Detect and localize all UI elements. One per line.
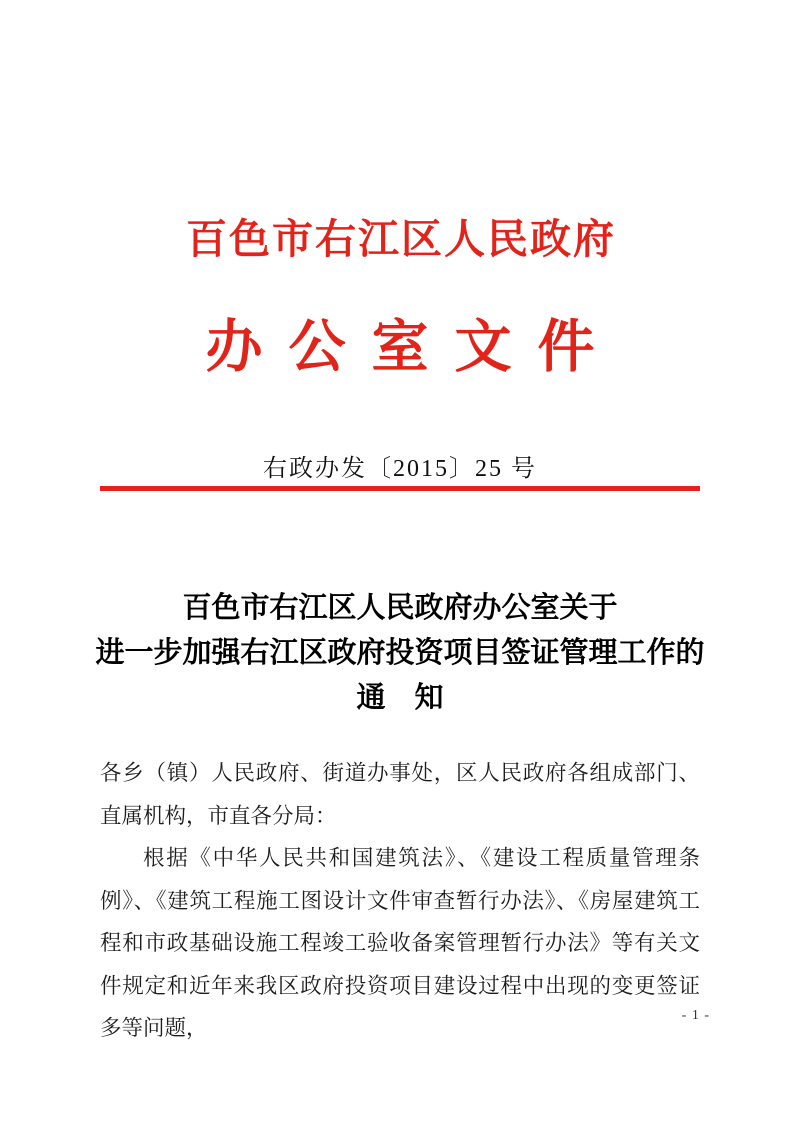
- body-paragraph-basis: 根据《中华人民共和国建筑法》、《建设工程质量管理条例》、《建筑工程施工图设计文件审查暂行办法》、《房屋建筑工程和市政基础设施工程竣工验收备案管理暂行办法》等有关文件规定和近年来我区政府投资项目建设过程中出现的变更签证多等问题，: [100, 846, 700, 1040]
- red-separator-line: [100, 486, 700, 491]
- document-title-line3: 通 知: [356, 682, 444, 714]
- header-org-name: 百色市右江区人民政府: [186, 216, 616, 262]
- document-title-line1: 百色市右江区人民政府办公室关于: [182, 592, 618, 624]
- page-number: - 1 -: [681, 1008, 710, 1023]
- document-number: 右政办发〔2015〕25 号: [263, 456, 537, 482]
- document-title: [0, 586, 800, 721]
- header-doc-type: 办公室文件: [205, 315, 621, 379]
- body-paragraph-salutation: 各乡（镇）人民政府、街道办事处，区人民政府各组成部门、直属机构，市直各分局：: [100, 761, 700, 828]
- document-title-line2: 进一步加强右江区政府投资项目签证管理工作的: [95, 637, 705, 669]
- document-body: [100, 752, 700, 1050]
